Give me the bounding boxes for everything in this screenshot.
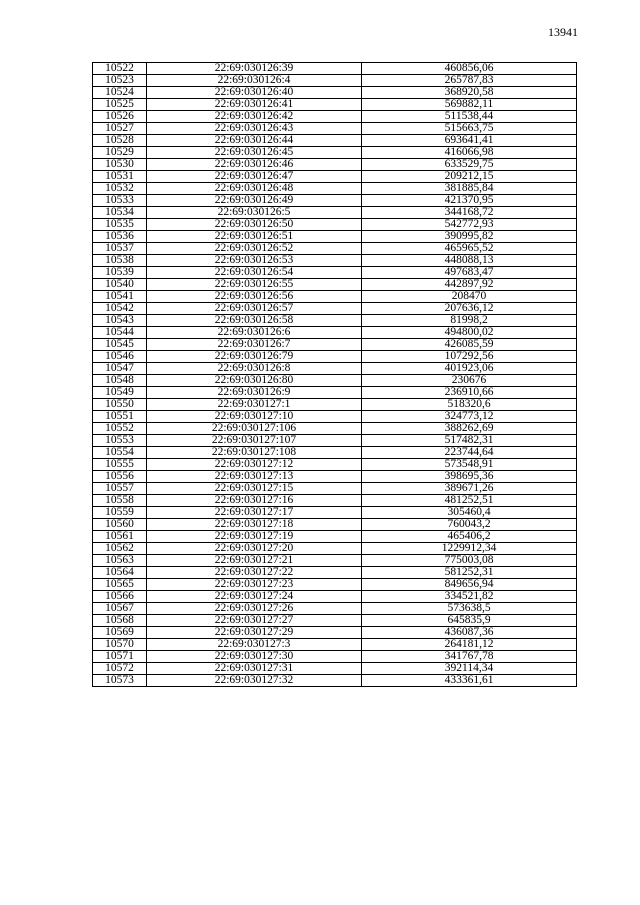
cadastral-number-cell: 22:69:030126:47: [147, 171, 362, 183]
value-cell: 448088,13: [362, 255, 577, 267]
row-number-cell: 10551: [93, 411, 147, 423]
value-cell: 381885,84: [362, 183, 577, 195]
row-number-cell: 10522: [93, 63, 147, 75]
cadastral-number-cell: 22:69:030126:9: [147, 387, 362, 399]
value-cell: 511538,44: [362, 111, 577, 123]
cadastral-number-cell: 22:69:030127:3: [147, 639, 362, 651]
row-number-cell: 10553: [93, 435, 147, 447]
value-cell: 208470: [362, 291, 577, 303]
table-row: [93, 375, 577, 387]
cadastral-number-cell: 22:69:030126:57: [147, 303, 362, 315]
value-cell: 573638,5: [362, 603, 577, 615]
value-cell: 515663,75: [362, 123, 577, 135]
row-number-cell: 10565: [93, 579, 147, 591]
row-number-cell: 10558: [93, 495, 147, 507]
table-row: [93, 279, 577, 291]
table-row: [93, 147, 577, 159]
value-cell: 305460,4: [362, 507, 577, 519]
table-row: [93, 483, 577, 495]
table-row: [93, 495, 577, 507]
value-cell: 442897,92: [362, 279, 577, 291]
table-row: [93, 363, 577, 375]
table-row: [93, 591, 577, 603]
row-number-cell: 10573: [93, 675, 147, 687]
value-cell: 542772,93: [362, 219, 577, 231]
cadastral-number-cell: 22:69:030126:45: [147, 147, 362, 159]
value-cell: 230676: [362, 375, 577, 387]
value-cell: 324773,12: [362, 411, 577, 423]
row-number-cell: 10529: [93, 147, 147, 159]
value-cell: 368920,58: [362, 87, 577, 99]
value-cell: 481252,51: [362, 495, 577, 507]
value-cell: 81998,2: [362, 315, 577, 327]
row-number-cell: 10541: [93, 291, 147, 303]
cadastral-number-cell: 22:69:030126:41: [147, 99, 362, 111]
row-number-cell: 10547: [93, 363, 147, 375]
cadastral-number-cell: 22:69:030127:20: [147, 543, 362, 555]
row-number-cell: 10549: [93, 387, 147, 399]
row-number-cell: 10567: [93, 603, 147, 615]
value-cell: 209212,15: [362, 171, 577, 183]
row-number-cell: 10532: [93, 183, 147, 195]
table-row: [93, 183, 577, 195]
row-number-cell: 10548: [93, 375, 147, 387]
value-cell: 264181,12: [362, 639, 577, 651]
row-number-cell: 10557: [93, 483, 147, 495]
table-row: [93, 231, 577, 243]
row-number-cell: 10540: [93, 279, 147, 291]
value-cell: 389671,26: [362, 483, 577, 495]
cadastral-number-cell: 22:69:030127:29: [147, 627, 362, 639]
row-number-cell: 10539: [93, 267, 147, 279]
cadastral-number-cell: 22:69:030126:49: [147, 195, 362, 207]
value-cell: 573548,91: [362, 459, 577, 471]
value-cell: 518320,6: [362, 399, 577, 411]
row-number-cell: 10562: [93, 543, 147, 555]
value-cell: 426085,59: [362, 339, 577, 351]
row-number-cell: 10525: [93, 99, 147, 111]
row-number-cell: 10543: [93, 315, 147, 327]
table-row: [93, 399, 577, 411]
table-row: [93, 459, 577, 471]
table-row: [93, 555, 577, 567]
table-row: [93, 411, 577, 423]
row-number-cell: 10554: [93, 447, 147, 459]
value-cell: 436087,36: [362, 627, 577, 639]
row-number-cell: 10545: [93, 339, 147, 351]
cadastral-number-cell: 22:69:030126:6: [147, 327, 362, 339]
cadastral-number-cell: 22:69:030127:24: [147, 591, 362, 603]
cadastral-number-cell: 22:69:030127:21: [147, 555, 362, 567]
row-number-cell: 10534: [93, 207, 147, 219]
value-cell: 265787,83: [362, 75, 577, 87]
table-row: [93, 207, 577, 219]
table-row: [93, 315, 577, 327]
value-cell: 416066,98: [362, 147, 577, 159]
row-number-cell: 10566: [93, 591, 147, 603]
value-cell: 849656,94: [362, 579, 577, 591]
value-cell: 633529,75: [362, 159, 577, 171]
row-number-cell: 10528: [93, 135, 147, 147]
value-cell: 517482,31: [362, 435, 577, 447]
cadastral-number-cell: 22:69:030127:16: [147, 495, 362, 507]
table-row: [93, 579, 577, 591]
table-row: [93, 135, 577, 147]
value-cell: 465406,2: [362, 531, 577, 543]
table-row: [93, 531, 577, 543]
value-cell: 775003,08: [362, 555, 577, 567]
row-number-cell: 10526: [93, 111, 147, 123]
cadastral-number-cell: 22:69:030126:52: [147, 243, 362, 255]
value-cell: 401923,06: [362, 363, 577, 375]
cadastral-number-cell: 22:69:030126:54: [147, 267, 362, 279]
cadastral-number-cell: 22:69:030127:31: [147, 663, 362, 675]
cadastral-number-cell: 22:69:030126:56: [147, 291, 362, 303]
cadastral-number-cell: 22:69:030127:108: [147, 447, 362, 459]
row-number-cell: 10538: [93, 255, 147, 267]
row-number-cell: 10524: [93, 87, 147, 99]
table-row: [93, 159, 577, 171]
cadastral-number-cell: 22:69:030127:22: [147, 567, 362, 579]
row-number-cell: 10523: [93, 75, 147, 87]
table-row: [93, 387, 577, 399]
table-row: [93, 123, 577, 135]
row-number-cell: 10542: [93, 303, 147, 315]
row-number-cell: 10531: [93, 171, 147, 183]
cadastral-number-cell: 22:69:030127:30: [147, 651, 362, 663]
row-number-cell: 10552: [93, 423, 147, 435]
cadastral-number-cell: 22:69:030127:32: [147, 675, 362, 687]
cadastral-number-cell: 22:69:030127:18: [147, 519, 362, 531]
cadastral-number-cell: 22:69:030127:17: [147, 507, 362, 519]
cadastral-number-cell: 22:69:030127:27: [147, 615, 362, 627]
row-number-cell: 10570: [93, 639, 147, 651]
table-row: [93, 519, 577, 531]
table-row: [93, 75, 577, 87]
row-number-cell: 10564: [93, 567, 147, 579]
cadastral-number-cell: 22:69:030126:48: [147, 183, 362, 195]
table-row: [93, 99, 577, 111]
table-row: [93, 543, 577, 555]
row-number-cell: 10561: [93, 531, 147, 543]
row-number-cell: 10559: [93, 507, 147, 519]
value-cell: 460856,06: [362, 63, 577, 75]
cadastral-number-cell: 22:69:030127:13: [147, 471, 362, 483]
value-cell: 760043,2: [362, 519, 577, 531]
cadastral-number-cell: 22:69:030126:53: [147, 255, 362, 267]
table-row: [93, 435, 577, 447]
cadastral-number-cell: 22:69:030127:1: [147, 399, 362, 411]
value-cell: 497683,47: [362, 267, 577, 279]
cadastral-number-cell: 22:69:030127:107: [147, 435, 362, 447]
value-cell: 388262,69: [362, 423, 577, 435]
value-cell: 581252,31: [362, 567, 577, 579]
page-number: 13941: [548, 25, 578, 39]
value-cell: 494800,02: [362, 327, 577, 339]
table-row: [93, 447, 577, 459]
table-row: [93, 303, 577, 315]
cadastral-number-cell: 22:69:030126:7: [147, 339, 362, 351]
cadastral-number-cell: 22:69:030127:19: [147, 531, 362, 543]
table-row: [93, 339, 577, 351]
table-row: [93, 219, 577, 231]
table-row: [93, 627, 577, 639]
row-number-cell: 10568: [93, 615, 147, 627]
table-row: [93, 171, 577, 183]
row-number-cell: 10537: [93, 243, 147, 255]
cadastral-number-cell: 22:69:030126:55: [147, 279, 362, 291]
value-cell: 390995,82: [362, 231, 577, 243]
table-row: [93, 351, 577, 363]
row-number-cell: 10550: [93, 399, 147, 411]
table-row: [93, 87, 577, 99]
table-row: [93, 471, 577, 483]
row-number-cell: 10571: [93, 651, 147, 663]
cadastral-number-cell: 22:69:030126:5: [147, 207, 362, 219]
row-number-cell: 10536: [93, 231, 147, 243]
cadastral-number-cell: 22:69:030126:43: [147, 123, 362, 135]
cadastral-number-cell: 22:69:030126:4: [147, 75, 362, 87]
cadastral-number-cell: 22:69:030126:39: [147, 63, 362, 75]
value-cell: 398695,36: [362, 471, 577, 483]
table-row: [93, 615, 577, 627]
cadastral-number-cell: 22:69:030127:12: [147, 459, 362, 471]
cadastral-number-cell: 22:69:030127:26: [147, 603, 362, 615]
row-number-cell: 10535: [93, 219, 147, 231]
table-row: [93, 291, 577, 303]
value-cell: 107292,56: [362, 351, 577, 363]
row-number-cell: 10527: [93, 123, 147, 135]
value-cell: 223744,64: [362, 447, 577, 459]
row-number-cell: 10556: [93, 471, 147, 483]
cadastral-number-cell: 22:69:030126:42: [147, 111, 362, 123]
value-cell: 421370,95: [362, 195, 577, 207]
cadastral-number-cell: 22:69:030126:80: [147, 375, 362, 387]
table-row: [93, 567, 577, 579]
cadastral-number-cell: 22:69:030126:8: [147, 363, 362, 375]
row-number-cell: 10546: [93, 351, 147, 363]
row-number-cell: 10530: [93, 159, 147, 171]
value-cell: 433361,61: [362, 675, 577, 687]
cadastral-number-cell: 22:69:030126:51: [147, 231, 362, 243]
table-row: [93, 603, 577, 615]
cadastral-number-cell: 22:69:030126:79: [147, 351, 362, 363]
cadastral-number-cell: 22:69:030126:58: [147, 315, 362, 327]
cadastral-number-cell: 22:69:030127:23: [147, 579, 362, 591]
table-row: [93, 675, 577, 687]
table-row: [93, 111, 577, 123]
table-row: [93, 267, 577, 279]
value-cell: 334521,82: [362, 591, 577, 603]
value-cell: 344168,72: [362, 207, 577, 219]
value-cell: 1229912,34: [362, 543, 577, 555]
table-row: [93, 243, 577, 255]
table-row: [93, 327, 577, 339]
table-row: [93, 663, 577, 675]
table-body: [93, 63, 577, 687]
row-number-cell: 10572: [93, 663, 147, 675]
cadastral-value-table: [92, 62, 577, 687]
row-number-cell: 10563: [93, 555, 147, 567]
cadastral-number-cell: 22:69:030127:15: [147, 483, 362, 495]
cadastral-number-cell: 22:69:030127:106: [147, 423, 362, 435]
table-row: [93, 507, 577, 519]
value-cell: 341767,78: [362, 651, 577, 663]
value-cell: 645835,9: [362, 615, 577, 627]
cadastral-number-cell: 22:69:030126:50: [147, 219, 362, 231]
row-number-cell: 10533: [93, 195, 147, 207]
value-cell: 569882,11: [362, 99, 577, 111]
table-row: [93, 195, 577, 207]
value-cell: 236910,66: [362, 387, 577, 399]
cadastral-number-cell: 22:69:030126:44: [147, 135, 362, 147]
row-number-cell: 10555: [93, 459, 147, 471]
value-cell: 392114,34: [362, 663, 577, 675]
value-cell: 207636,12: [362, 303, 577, 315]
value-cell: 693641,41: [362, 135, 577, 147]
cadastral-number-cell: 22:69:030126:40: [147, 87, 362, 99]
value-cell: 465965,52: [362, 243, 577, 255]
table-row: [93, 255, 577, 267]
cadastral-number-cell: 22:69:030126:46: [147, 159, 362, 171]
table-row: [93, 423, 577, 435]
cadastral-number-cell: 22:69:030127:10: [147, 411, 362, 423]
table-row: [93, 63, 577, 75]
row-number-cell: 10569: [93, 627, 147, 639]
table-row: [93, 651, 577, 663]
row-number-cell: 10560: [93, 519, 147, 531]
table-row: [93, 639, 577, 651]
row-number-cell: 10544: [93, 327, 147, 339]
